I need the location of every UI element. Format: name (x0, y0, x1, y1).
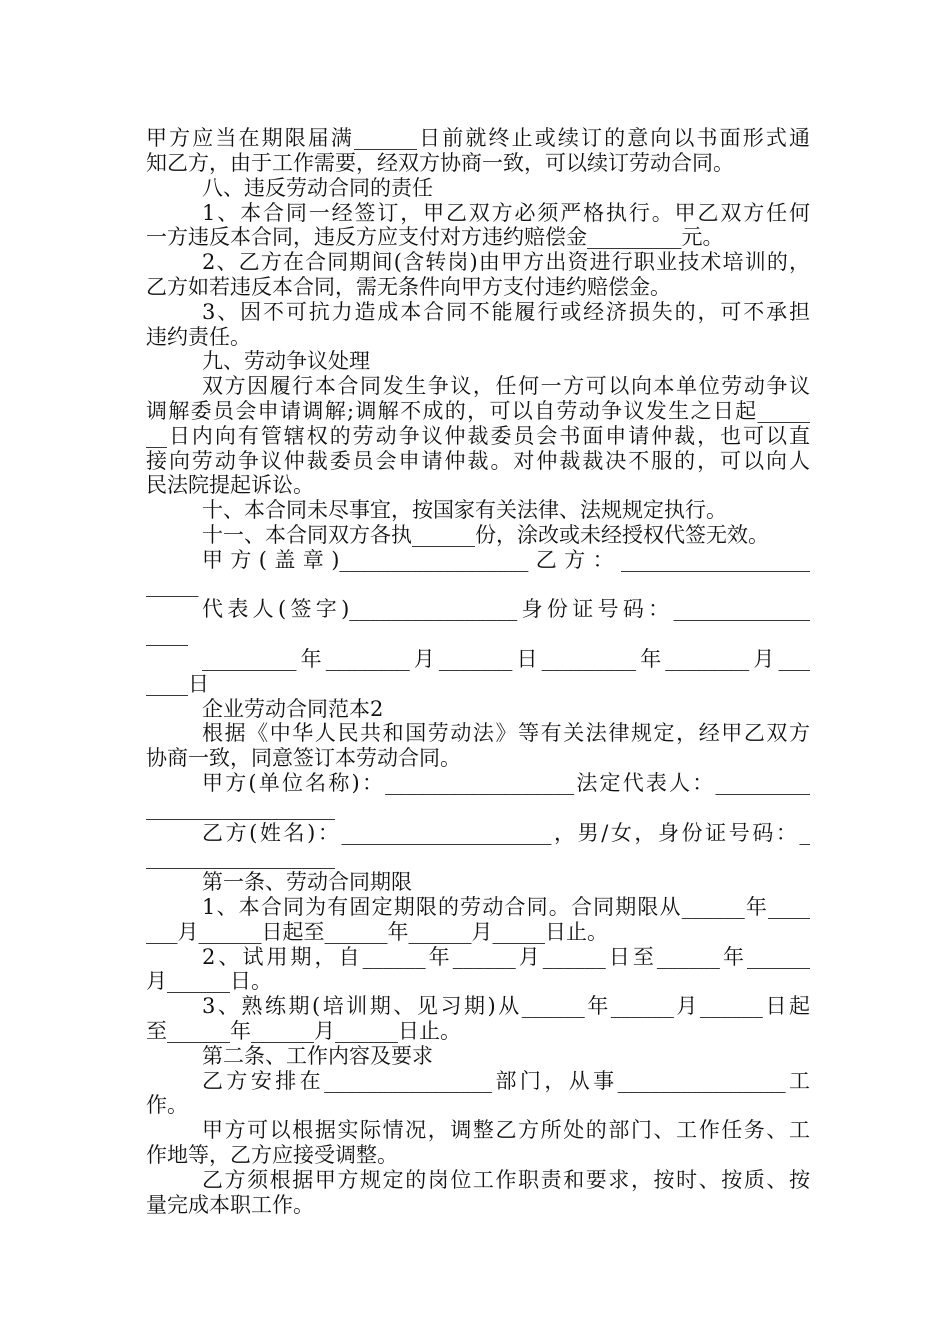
date-line: _________年________月_______日_________年________月___ (202, 647, 810, 671)
text-line: 量完成本职工作。 (146, 1193, 314, 1217)
text-line: __日内向有管辖权的劳动争议仲裁委员会书面申请仲裁，也可以直 (146, 424, 810, 448)
text-line: 至______年______月______日止。 (146, 1019, 461, 1043)
text-line: 乙方安排在________________部门，从事________________工 (202, 1069, 810, 1093)
text-line: 甲方可以根据实际情况，调整乙方所处的部门、工作任务、工 (202, 1118, 810, 1142)
text-line: 根据《中华人民共和国劳动法》等有关法律规定，经甲乙双方 (202, 721, 810, 745)
text-line: 知乙方，由于工作需要，经双方协商一致，可以续订劳动合同。 (146, 151, 734, 175)
text-line: 3、熟练期(培训期、见习期)从______年______月______日起 (202, 994, 810, 1018)
text-line: 十、本合同未尽事宜，按国家有关法律、法规规定执行。 (202, 498, 727, 522)
text-line: 一方违反本合同，违反方应支付对方违约赔偿金_________元。 (146, 225, 724, 249)
text-line: ___月______日起至______年______月_____日止。 (146, 920, 608, 944)
section-heading: 八、违反劳动合同的责任 (202, 176, 433, 200)
text-line: 接向劳动争议仲裁委员会申请仲裁。对仲裁裁决不服的，可以向人 (146, 449, 810, 473)
document-subtitle: 企业劳动合同范本2 (202, 697, 384, 721)
text-line: 作。 (146, 1093, 188, 1117)
text-line: 作地等，乙方应接受调整。 (146, 1143, 398, 1167)
section-heading: 九、劳动争议处理 (202, 349, 370, 373)
text-line: 民法院提起诉讼。 (146, 473, 314, 497)
text-line: 1、本合同一经签订，甲乙双方必须严格执行。甲乙双方任何 (202, 201, 810, 225)
section-heading: 第二条、工作内容及要求 (202, 1044, 433, 1068)
text-line: 调解委员会申请调解;调解不成的，可以自劳动争议发生之日起_____ (146, 399, 810, 423)
text-line: 2、乙方在合同期间(含转岗)由甲方出资进行职业技术培训的， (202, 250, 810, 274)
signature-line: ____ (146, 622, 188, 646)
field-line: __________________ (146, 845, 335, 869)
text-line: 十一、本合同双方各执______份，涂改或未经授权代签无效。 (202, 523, 769, 547)
text-line: 2、试用期，自______年______月______日至______年______ (202, 945, 810, 969)
text-line: 甲方应当在期限届满______日前就终止或续订的意向以书面形式通 (146, 126, 810, 150)
text-line: 乙方须根据甲方规定的岗位工作职责和要求，按时、按质、按 (202, 1168, 810, 1192)
text-line: 1、本合同为有固定期限的劳动合同。合同期限从______年____ (202, 895, 810, 919)
signature-line: _____ (146, 573, 199, 597)
field-line: 甲方(单位名称)：__________________法定代表人：_________ (202, 771, 810, 795)
text-line: 双方因履行本合同发生争议，任何一方可以向本单位劳动争议 (202, 374, 810, 398)
text-line: 违约责任。 (146, 325, 251, 349)
text-line: 3、因不可抗力造成本合同不能履行或经济损失的，可不承担 (202, 300, 810, 324)
signature-line: 代表人(签字)________________身份证号码：_____________ (202, 597, 810, 621)
date-line: ____日 (146, 672, 209, 696)
signature-line: 甲方(盖章)__________________乙方：__________________ (202, 548, 810, 572)
text-line: 月______日。 (146, 969, 272, 993)
section-heading: 第一条、劳动合同期限 (202, 870, 412, 894)
field-line: __________________ (146, 796, 335, 820)
text-line: 乙方如若违反本合同，需无条件向甲方支付违约赔偿金。 (146, 275, 671, 299)
text-line: 协商一致，同意签订本劳动合同。 (146, 746, 461, 770)
field-line: 乙方(姓名)：____________________，男/女，身份证号码：_ (202, 821, 810, 845)
